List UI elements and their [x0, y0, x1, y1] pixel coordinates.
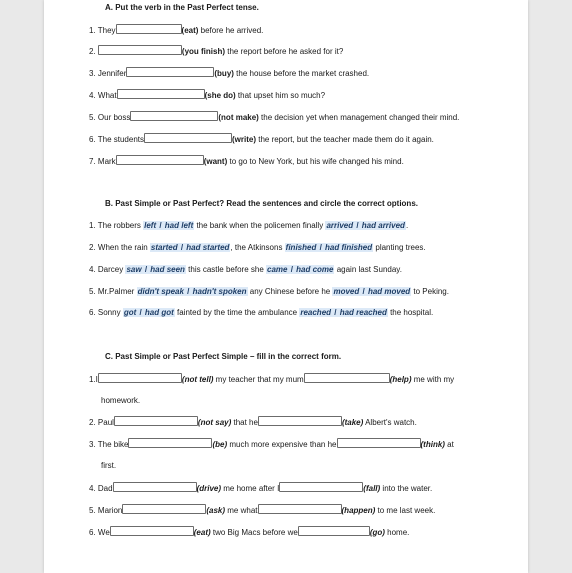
section-b-item: 6. Sonny got / had got fainted by the time the ambulance reached / had reached the hospital.	[89, 308, 434, 317]
option-choice[interactable]: had reached	[339, 308, 387, 317]
option-choice[interactable]: had finished	[325, 243, 373, 252]
section-a-item: 4. What (she do) that upset him so much?	[89, 91, 326, 100]
section-b-item: 5. Mr.Palmer didn't speak / hadn't spoken any Chinese before he moved / had moved to Peking.	[89, 287, 449, 296]
answer-blank[interactable]	[128, 438, 212, 448]
option-choice[interactable]: came	[267, 265, 288, 274]
section-a-item: 1. They (eat) before he arrived.	[89, 26, 264, 35]
answer-blank[interactable]	[130, 111, 218, 121]
answer-blank[interactable]	[279, 482, 363, 492]
section-c-item: 5. Marion (ask) me what (happen) to me last week.	[89, 506, 436, 515]
option-choice[interactable]: arrived	[326, 221, 354, 230]
option-choice[interactable]: started	[150, 243, 178, 252]
answer-blank[interactable]	[122, 504, 206, 514]
answer-blank[interactable]	[116, 24, 182, 34]
option-choice[interactable]: didn't speak	[137, 287, 184, 296]
answer-blank[interactable]	[98, 45, 182, 55]
answer-blank[interactable]	[258, 416, 342, 426]
option-choice[interactable]: finished	[285, 243, 317, 252]
option-choice[interactable]: saw	[126, 265, 142, 274]
section-c-item: 6. We (eat) two Big Macs before we (go) home.	[89, 528, 410, 537]
option-choice[interactable]: had moved	[367, 287, 411, 296]
answer-blank[interactable]	[337, 438, 421, 448]
option-choice[interactable]: got	[123, 308, 137, 317]
worksheet-page	[44, 0, 528, 573]
option-choice[interactable]: had seen	[150, 265, 185, 274]
answer-blank[interactable]	[126, 67, 214, 77]
section-c-continuation: first.	[101, 461, 117, 470]
section-b-item: 2. When the rain started / had started, the Atkinsons finished / had finished planting trees.	[89, 243, 426, 252]
answer-blank[interactable]	[116, 155, 204, 165]
section-c-item: 2. Paul (not say) that he (take) Albert's watch.	[89, 418, 417, 427]
section-b-heading: B. Past Simple or Past Perfect? Read the sentences and circle the correct options.	[105, 199, 418, 208]
option-choice[interactable]: had started	[186, 243, 230, 252]
answer-blank[interactable]	[298, 526, 370, 536]
option-choice[interactable]: had arrived	[361, 221, 405, 230]
section-a-item: 6. The students (write) the report, but the teacher made them do it again.	[89, 135, 434, 144]
section-a-item: 2. (you finish) the report before he asked for it?	[89, 47, 344, 56]
option-choice[interactable]: had got	[144, 308, 174, 317]
section-c-item: 1.I (not tell) my teacher that my mum (help) me with my	[89, 375, 455, 384]
section-a-heading: A. Put the verb in the Past Perfect tense.	[105, 3, 259, 12]
section-c-item: 4. Dad (drive) me home after I (fall) into the water.	[89, 484, 433, 493]
section-a-item: 5. Our boss (not make) the decision yet when management changed their mind.	[89, 113, 460, 122]
answer-blank[interactable]	[110, 526, 194, 536]
section-b-item: 4. Darcey saw / had seen this castle before she came / had come again last Sunday.	[89, 265, 402, 274]
option-choice[interactable]: reached	[300, 308, 332, 317]
answer-blank[interactable]	[304, 373, 390, 383]
answer-blank[interactable]	[114, 416, 198, 426]
section-a-item: 7. Mark (want) to go to New York, but his wife changed his mind.	[89, 157, 404, 166]
option-choice[interactable]: had left	[164, 221, 194, 230]
option-choice[interactable]: had come	[296, 265, 334, 274]
option-choice[interactable]: left	[144, 221, 157, 230]
section-a-item: 3. Jennifer (buy) the house before the market crashed.	[89, 69, 370, 78]
answer-blank[interactable]	[117, 89, 205, 99]
answer-blank[interactable]	[98, 373, 182, 383]
section-b-item: 1. The robbers left / had left the bank when the policemen finally arrived / had arrived.	[89, 221, 409, 230]
answer-blank[interactable]	[144, 133, 232, 143]
section-c-heading: C. Past Simple or Past Perfect Simple – fill in the correct form.	[105, 352, 342, 361]
answer-blank[interactable]	[258, 504, 342, 514]
option-choice[interactable]: hadn't spoken	[192, 287, 247, 296]
answer-blank[interactable]	[113, 482, 197, 492]
section-c-continuation: homework.	[101, 396, 141, 405]
option-choice[interactable]: moved	[333, 287, 360, 296]
section-c-item: 3. The bike (be) much more expensive than he (think) at	[89, 440, 454, 449]
